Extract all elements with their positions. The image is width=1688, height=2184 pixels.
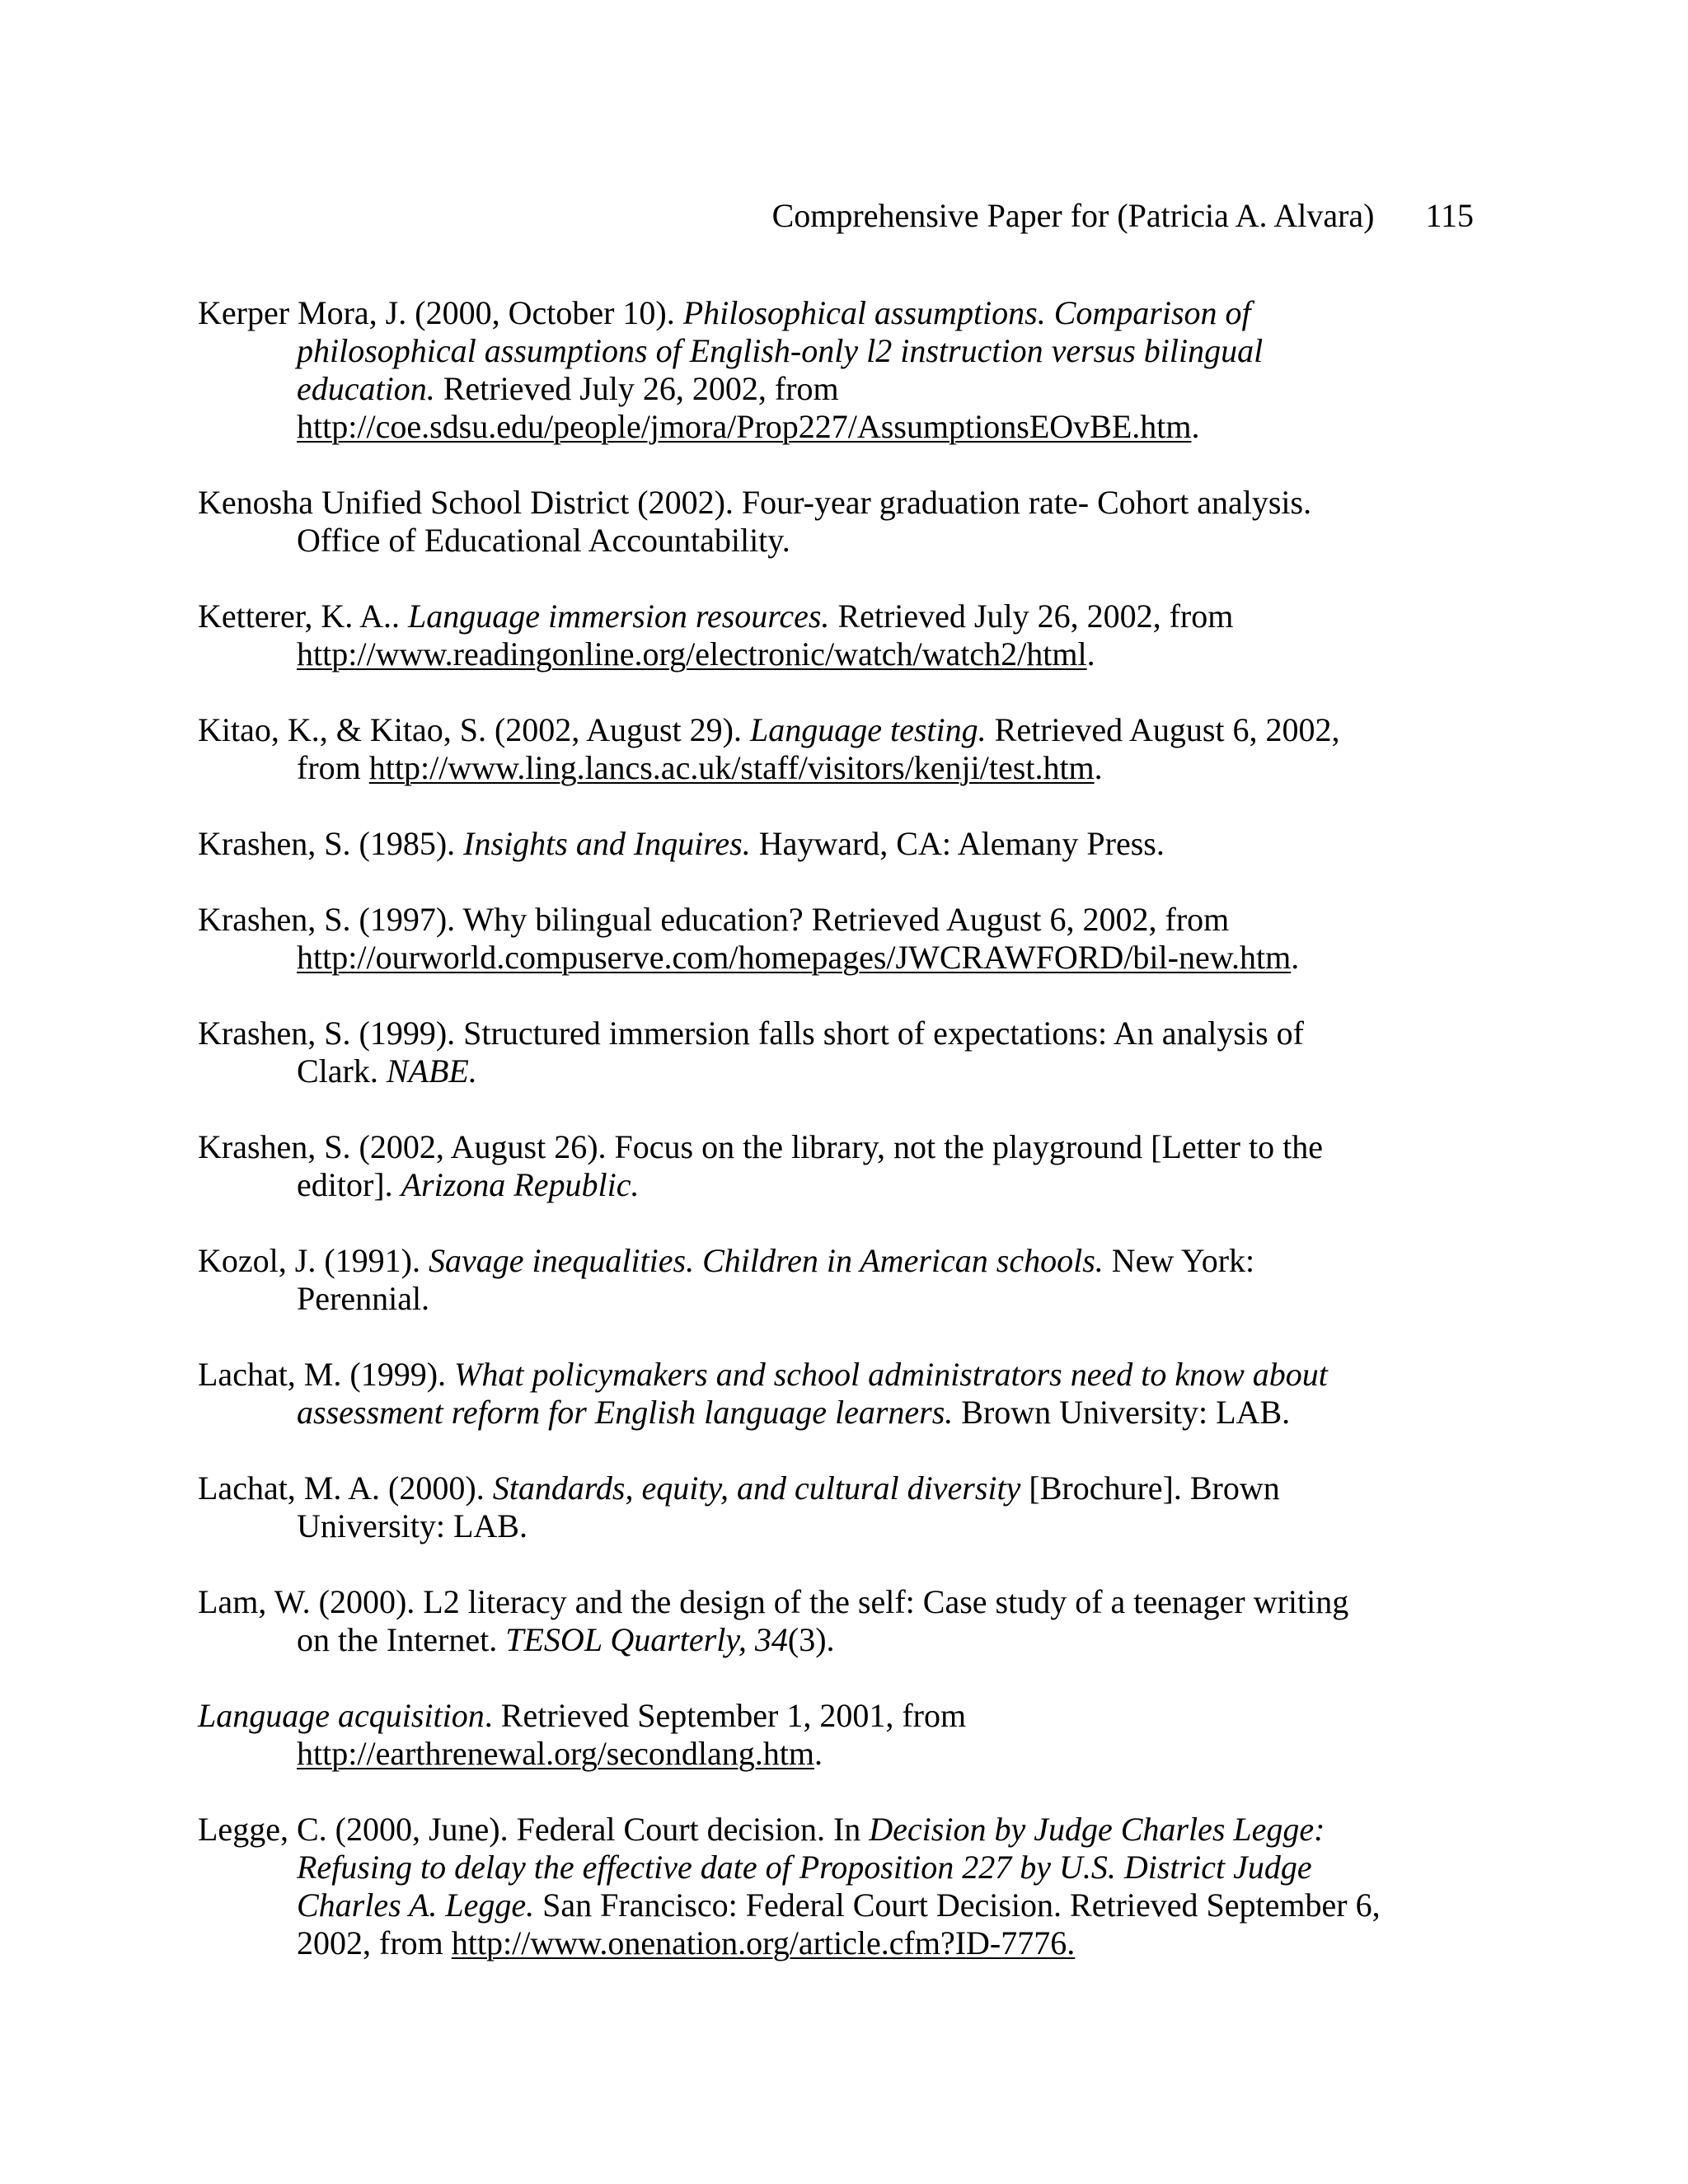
reference-entry [198,1015,1385,1090]
reference-text: Krashen, S. (1999). Structured immersion falls short of expectations: An analysis of Clark. [198,1015,1304,1090]
reference-entry [198,1583,1385,1659]
reference-url-link[interactable]: http://www.onenation.org/article.cfm?ID-7776. [451,1924,1076,1961]
reference-entry [198,1697,1385,1773]
reference-text: Kozol, J. (1991). [198,1242,429,1279]
reference-text: Kenosha Unified School District (2002). Four-year graduation rate- Cohort analysis. Office of Educational Accountability. [198,484,1312,559]
reference-entry [198,825,1385,863]
page-number: 115 [1425,197,1474,234]
reference-text: (3). [787,1621,835,1658]
reference-text: . [1191,408,1200,445]
reference-italic-title: Decision by Judge Charles Legge: Refusing to delay the effective date of Proposition 227 by U.S. District Judge Charles A. Legge. [297,1811,1325,1924]
reference-entry [198,484,1385,560]
reference-text: Lachat, M. (1999). [198,1356,455,1393]
reference-entry [198,1356,1385,1432]
reference-italic-title: What policymakers and school administrators need to know about assessment reform for English language learners. [297,1356,1328,1431]
reference-italic-title: Language testing. [749,711,987,748]
reference-text: . Retrieved September 1, 2001, from [484,1697,967,1734]
reference-italic-title: Language acquisition [198,1697,485,1734]
reference-italic-title: Arizona Republic. [401,1166,640,1203]
reference-url-link[interactable]: http://www.ling.lancs.ac.uk/staff/visitors/kenji/test.htm [368,749,1095,786]
reference-text: Ketterer, K. A.. [198,598,408,635]
reference-text: Lachat, M. A. (2000). [198,1469,493,1507]
running-head [772,196,1474,236]
reference-url-link[interactable]: http://www.readingonline.org/electronic/watch/watch2/html [297,635,1087,673]
reference-entry [198,1128,1385,1204]
reference-italic-title: TESOL Quarterly, 34 [505,1621,788,1658]
reference-italic-title: Insights and Inquires. [463,825,751,862]
reference-entry [198,1242,1385,1318]
reference-text: Krashen, S. (1997). Why bilingual education? Retrieved August 6, 2002, from [198,901,1230,938]
reference-url-link[interactable]: http://coe.sdsu.edu/people/jmora/Prop227/AssumptionsEOvBE.htm [297,408,1192,445]
reference-text: Krashen, S. (2002, August 26). Focus on the library, not the playground [Letter to the editor]. [198,1128,1323,1203]
reference-text: Lam, W. (2000). L2 literacy and the design of the self: Case study of a teenager writing on the Internet. [198,1583,1349,1658]
reference-text: Hayward, CA: Alemany Press. [750,825,1165,862]
reference-entry [198,711,1385,787]
reference-text: Retrieved August 6, 2002, from [297,711,1340,786]
reference-list [198,294,1385,2000]
reference-entry [198,1469,1385,1545]
reference-text: Kitao, K., & Kitao, S. (2002, August 29). [198,711,750,748]
reference-url-link[interactable]: http://earthrenewal.org/secondlang.htm [297,1735,814,1772]
reference-entry [198,1811,1385,1962]
reference-text: Kerper Mora, J. (2000, October 10). [198,294,683,331]
reference-text: Retrieved July 26, 2002, from [434,370,839,407]
reference-text: Krashen, S. (1985). [198,825,464,862]
reference-entry [198,598,1385,673]
reference-url-link[interactable]: http://ourworld.compuserve.com/homepages/JWCRAWFORD/bil-new.htm [297,939,1292,976]
reference-text: San Francisco: Federal Court Decision. Retrieved September 6, 2002, from [297,1886,1381,1961]
reference-text: . [814,1735,823,1772]
reference-text: Brown University: LAB. [953,1394,1291,1431]
reference-text: . [1086,635,1095,673]
reference-entry [198,901,1385,977]
reference-italic-title: NABE. [386,1052,477,1090]
reference-entry [198,294,1385,446]
reference-text: [Brochure]. Brown University: LAB. [297,1469,1280,1544]
reference-text: . [1291,939,1300,976]
reference-italic-title: Standards, equity, and cultural diversity [492,1469,1021,1507]
reference-text: . [1094,749,1103,786]
reference-text: New York: Perennial. [297,1242,1255,1317]
reference-text: Legge, C. (2000, June). Federal Court decision. In [198,1811,870,1848]
reference-italic-title: Language immersion resources. [407,598,830,635]
reference-italic-title: Philosophical assumptions. Comparison of philosophical assumptions of English-only l2 instruction versus bilingual education. [297,294,1264,407]
reference-text: Retrieved July 26, 2002, from [829,598,1234,635]
reference-italic-title: Savage inequalities. Children in American schools. [428,1242,1104,1279]
running-title: Comprehensive Paper for (Patricia A. Alvara) [771,197,1375,234]
